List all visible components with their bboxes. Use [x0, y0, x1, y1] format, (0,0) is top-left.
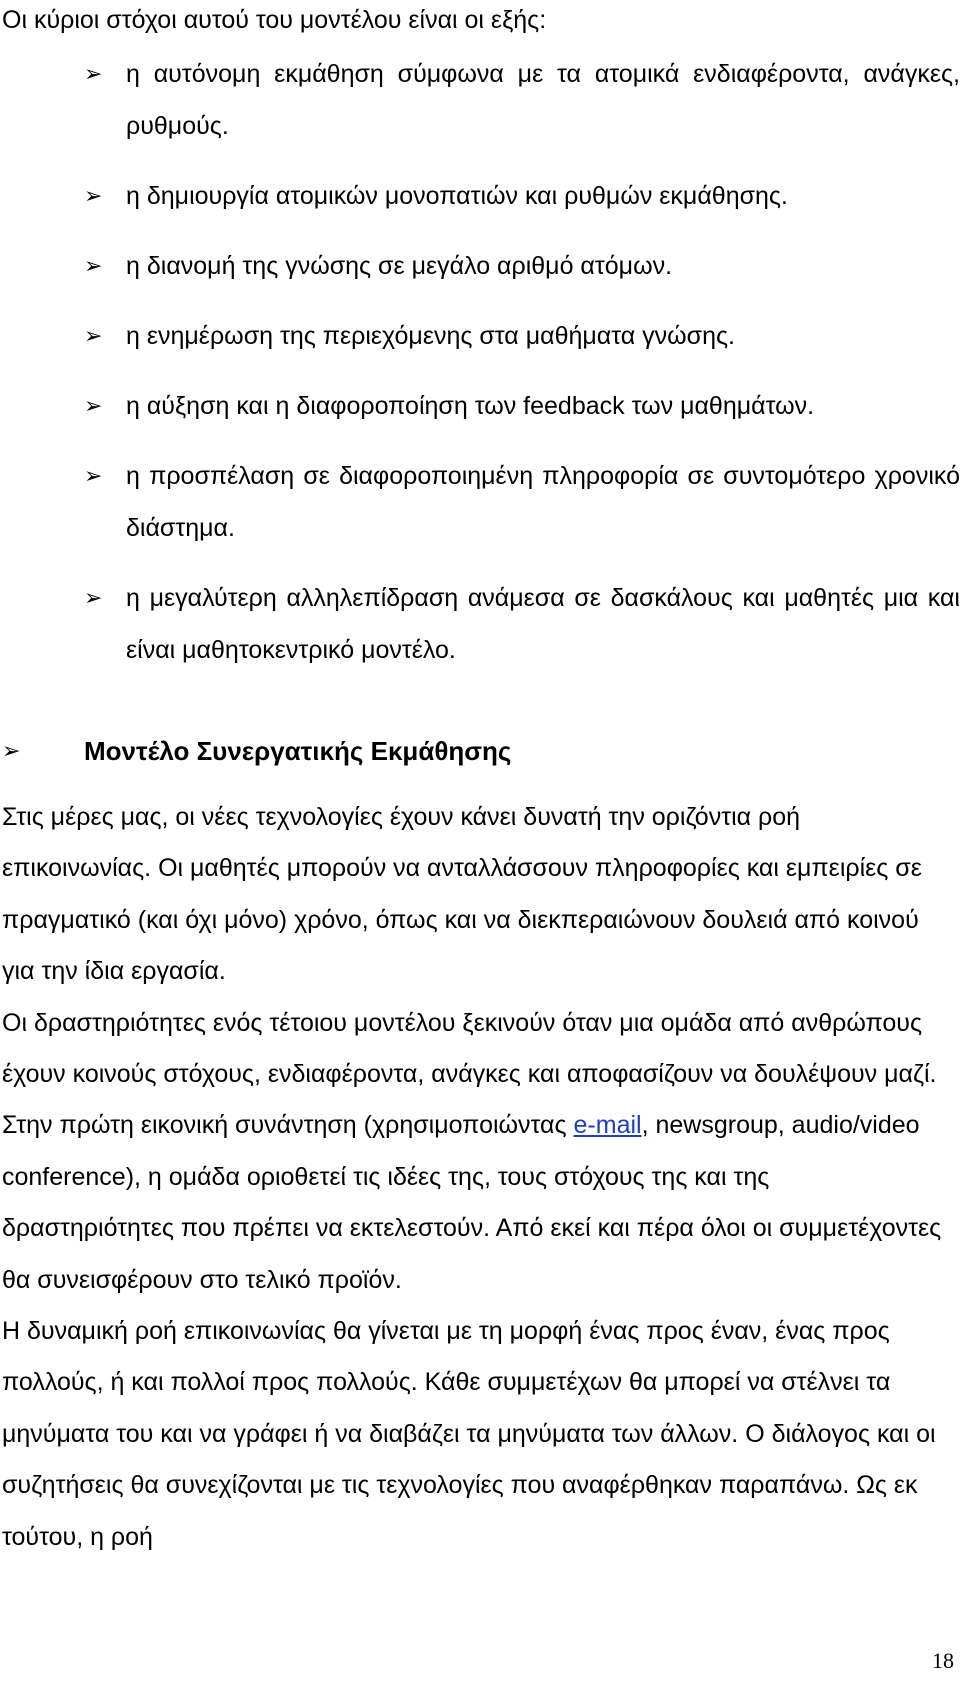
arrowhead-bullet-icon: ➢: [84, 463, 103, 488]
arrowhead-bullet-icon: ➢: [84, 253, 103, 278]
list-item: [84, 240, 960, 292]
arrowhead-bullet-icon: ➢: [84, 61, 103, 86]
goals-list: [84, 48, 960, 694]
intro-line: Οι κύριοι στόχοι αυτού του μοντέλου είναι οι εξής:: [2, 6, 547, 34]
list-item: [84, 170, 960, 222]
arrowhead-bullet-icon: ➢: [84, 323, 103, 348]
list-item: [84, 310, 960, 362]
list-item-text: η προσπέλαση σε διαφοροποιημένη πληροφορία σε συντομότερο χρονικό διάστημα.: [126, 462, 960, 542]
arrowhead-bullet-icon: ➢: [84, 183, 103, 208]
paragraph: Η δυναμική ροή επικοινωνίας θα γίνεται με τη μορφή ένας προς έναν, ένας προς πολλούς, ή και πολλοί προς πολλούς. Κάθε συμμετέχων θα μπορεί να στέλνει τα μηνύματα του και να γράφει ή να διαβάζει τα μηνύματα των άλλων. Ο διάλογος και οι συζητήσεις θα συνεχίζονται με τις τεχνολογίες που αναφέρθηκαν παραπάνω. Ως εκ τούτου, η ροή: [2, 1317, 943, 1551]
paragraph: [2, 998, 947, 1306]
arrowhead-bullet-icon: ➢: [84, 393, 103, 418]
list-item: [84, 48, 960, 152]
page-number: 18: [932, 1648, 954, 1673]
list-item: [84, 450, 960, 554]
paragraph-text: , newsgroup, audio/video conference), η ομάδα οριοθετεί τις ιδέες της, τους στόχους της και της δραστηριότητες που πρέπει να εκτελεστούν. Από εκεί και πέρα όλοι οι συμμετέχοντες θα συνεισφέρουν στο τελικό προϊόν.: [2, 1111, 949, 1294]
section-title: Μοντέλο Συνεργατικής Εκμάθησης: [84, 736, 512, 766]
email-link[interactable]: e-mail: [573, 1111, 642, 1140]
list-item-text: η δημιουργία ατομικών μονοπατιών και ρυθμών εκμάθησης.: [126, 182, 788, 210]
paragraph-text: Οι δραστηριότητες ενός τέτοιου μοντέλου ξεκινούν όταν μια ομάδα από ανθρώπους έχουν κοινούς στόχους, ενδιαφέροντα, ανάγκες και αποφασίζουν να δουλέψουν μαζί. Στην πρώτη εικονική συνάντηση (χρησιμοποιώντας: [2, 1008, 944, 1140]
list-item: [84, 572, 960, 676]
list-item: [84, 380, 960, 432]
list-item-text: η αυτόνομη εκμάθηση σύμφωνα με τα ατομικά ενδιαφέροντα, ανάγκες, ρυθμούς.: [126, 60, 960, 140]
paragraph: Στις μέρες μας, οι νέες τεχνολογίες έχουν κάνει δυνατή την οριζόντια ροή επικοινωνίας. Οι μαθητές μπορούν να ανταλλάσσουν πληροφορίες και εμπειρίες σε πραγματικό (και όχι μόνο) χρόνο, όπως και να διεκπεραιώνουν δουλειά από κοινού για την ίδια εργασία.: [2, 803, 929, 986]
body-text: [2, 792, 947, 1563]
list-item-text: η μεγαλύτερη αλληλεπίδραση ανάμεσα σε δασκάλους και μαθητές μια και είναι μαθητοκεντρικό μοντέλο.: [126, 584, 960, 664]
arrowhead-bullet-icon: ➢: [2, 738, 21, 763]
list-item-text: η ενημέρωση της περιεχόμενης στα μαθήματα γνώσης.: [126, 322, 735, 350]
list-item-text: η διανομή της γνώσης σε μεγάλο αριθμό ατόμων.: [126, 252, 673, 280]
arrowhead-bullet-icon: ➢: [84, 585, 103, 610]
list-item-text: η αύξηση και η διαφοροποίηση των feedback των μαθημάτων.: [126, 392, 815, 420]
